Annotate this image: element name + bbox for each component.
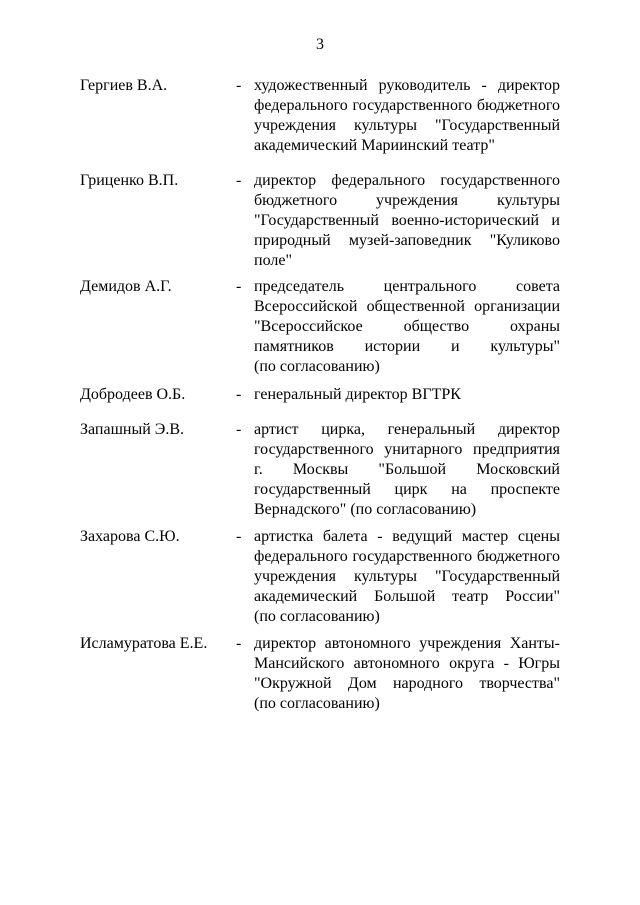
position-line: бюджетного учреждения культуры: [254, 192, 560, 209]
position-line: г. Москвы "Большой Московский: [254, 461, 560, 478]
position-line: академический Большой театр России": [254, 588, 560, 605]
entry-dash: -: [236, 278, 242, 295]
member-name: Исламуратова Е.Е.: [80, 635, 208, 652]
member-position: [254, 385, 560, 405]
position-line: (по согласованию): [254, 358, 380, 375]
position-line: генеральный директор ВГТРК: [254, 386, 461, 403]
position-line: "Окружной Дом народного творчества": [254, 675, 560, 692]
position-line: Мансийского автономного округа - Югры: [254, 655, 560, 672]
position-line: учреждения культуры "Государственный: [254, 117, 560, 134]
position-line: председатель центрального совета: [254, 278, 560, 295]
position-line: артистка балета - ведущий мастер сцены: [254, 528, 560, 545]
position-line: директор федерального государственного: [254, 172, 560, 189]
member-name: Захарова С.Ю.: [80, 528, 180, 545]
position-line: (по согласованию): [254, 608, 380, 625]
member-name: Гергиев В.А.: [80, 77, 168, 94]
position-line: (по согласованию): [254, 695, 380, 712]
entry-dash: -: [236, 528, 242, 545]
position-line: художественный руководитель - директор: [254, 77, 560, 94]
member-position: [254, 76, 560, 156]
position-line: федерального государственного бюджетного: [254, 97, 560, 114]
position-line: памятников истории и культуры": [254, 338, 560, 355]
member-name: Демидов А.Г.: [80, 278, 172, 295]
member-name: Запашный Э.В.: [80, 421, 184, 438]
position-line: Вернадского" (по согласованию): [254, 501, 477, 518]
position-line: учреждения культуры "Государственный: [254, 568, 560, 585]
member-position: [254, 634, 560, 714]
entry-dash: -: [236, 421, 242, 438]
member-name: Гриценко В.П.: [80, 172, 179, 189]
member-position: [254, 420, 560, 520]
page-number: 3: [316, 36, 324, 53]
position-line: артист цирка, генеральный директор: [254, 421, 560, 438]
entry-dash: -: [236, 77, 242, 94]
member-position: [254, 277, 560, 377]
position-line: федерального государственного бюджетного: [254, 548, 560, 565]
position-line: государственный цирк на проспекте: [254, 481, 560, 498]
entry-dash: -: [236, 172, 242, 189]
position-line: директор автономного учреждения Ханты-: [254, 635, 560, 652]
position-line: "Государственный военно-исторический и: [254, 212, 560, 229]
position-line: академический Мариинский театр": [254, 137, 495, 154]
entry-dash: -: [236, 386, 242, 403]
position-line: "Всероссийское общество охраны: [254, 318, 560, 335]
member-position: [254, 527, 560, 627]
position-line: природный музей-заповедник "Куликово: [254, 232, 560, 249]
position-line: Всероссийской общественной организации: [254, 298, 560, 315]
member-name: Добродеев О.Б.: [80, 386, 186, 403]
member-position: [254, 171, 560, 271]
position-line: поле": [254, 252, 292, 269]
position-line: государственного унитарного предприятия: [254, 441, 560, 458]
entry-dash: -: [236, 635, 242, 652]
